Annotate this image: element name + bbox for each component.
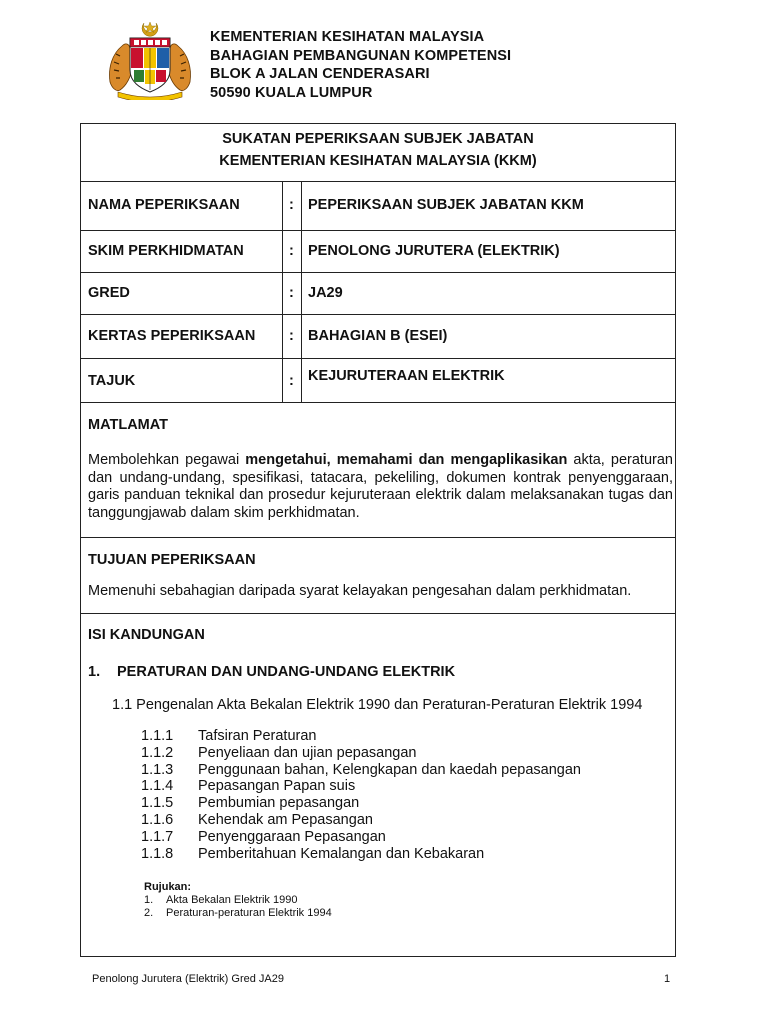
footer-page-number: 1 [664, 973, 671, 985]
info-row-gred [81, 273, 675, 315]
item-text: Penyeliaan dan ujian pepasangan [198, 744, 417, 761]
info-label: KERTAS PEPERIKSAAN [88, 328, 256, 344]
header-line-1: KEMENTERIAN KESIHATAN MALAYSIA [210, 29, 485, 45]
item-number: 1.1.3 [141, 761, 174, 778]
info-colon: : [289, 197, 294, 213]
item-text: Tafsiran Peraturan [198, 728, 317, 744]
info-label: SKIM PERKHIDMATAN [88, 243, 244, 259]
item-text: Penyenggaraan Pepasangan [198, 828, 386, 845]
info-colon: : [289, 328, 294, 344]
tujuan-heading: TUJUAN PEPERIKSAAN [88, 552, 256, 568]
info-label: TAJUK [88, 373, 136, 389]
info-value: KEJURUTERAAN ELEKTRIK [308, 368, 505, 384]
rujukan-number: 2. [144, 907, 154, 919]
info-value: JA29 [308, 285, 343, 301]
info-colon: : [289, 243, 294, 259]
rujukan-title: Rujukan: [144, 881, 192, 893]
item-number: 1.1.4 [141, 778, 174, 795]
info-colon: : [289, 373, 294, 389]
rujukan-item [144, 907, 332, 920]
syllabus-title [81, 124, 675, 182]
matlamat-text-end: akta, peraturan dan undang-undang, spesifikasi, tatacara, pekeliling, dokumen kontrak penyenggaraan, garis panduan teknikal dan prosedur kejuruteraan elektrik dalam melaksanakan tugas dan tanggungjawab dalam skim perkhidmatan. [88, 452, 673, 521]
header-line-2: BAHAGIAN PEMBANGUNAN KOMPETENSI [210, 47, 512, 64]
rujukan-text: Akta Bekalan Elektrik 1990 [166, 894, 298, 906]
item-number: 1.1.6 [141, 811, 174, 828]
info-row-tajuk [81, 359, 675, 403]
info-row-nama [81, 182, 675, 231]
section-divider [81, 537, 675, 538]
syllabus-frame [80, 123, 676, 957]
item-text: Kehendak am Pepasangan [198, 811, 373, 828]
item-text: Pepasangan Papan suis [198, 778, 356, 795]
info-row-skim [81, 231, 675, 273]
column-divider [301, 182, 302, 403]
item-number: 1.1.1 [141, 728, 174, 744]
info-value: BAHAGIAN B (ESEI) [308, 328, 448, 344]
title-line-2: KEMENTERIAN KESIHATAN MALAYSIA (KKM) [219, 153, 537, 169]
ministry-header [210, 28, 511, 102]
rujukan-number: 1. [144, 894, 154, 906]
matlamat-text [88, 452, 673, 522]
subsection-title: 1.1 Pengenalan Akta Bekalan Elektrik 1990 dan Peraturan-Peraturan Elektrik 1994 [112, 697, 643, 713]
info-label: GRED [88, 285, 130, 301]
item-number: 1.1.5 [141, 795, 174, 812]
footer-document-title: Penolong Jurutera (Elektrik) Gred JA29 [92, 973, 284, 985]
info-row-kertas [81, 315, 675, 359]
info-value: PEPERIKSAAN SUBJEK JABATAN KKM [308, 197, 584, 213]
item-number: 1.1.7 [141, 828, 174, 845]
matlamat-text-bold: mengetahui, memahami dan mengaplikasikan [245, 452, 568, 468]
header-line-4: 50590 KUALA LUMPUR [210, 84, 373, 101]
item-text: Penggunaan bahan, Kelengkapan dan kaedah pepasangan [198, 761, 581, 778]
rujukan-item [144, 894, 298, 907]
item-text: Pembumian pepasangan [198, 795, 360, 812]
info-label: NAMA PEPERIKSAAN [88, 197, 240, 213]
section-divider [81, 613, 675, 614]
matlamat-text-start: Membolehkan pegawai [88, 452, 246, 468]
item-text: Pemberitahuan Kemalangan dan Kebakaran [198, 845, 485, 862]
matlamat-heading: MATLAMAT [88, 417, 168, 433]
rujukan-text: Peraturan-peraturan Elektrik 1994 [166, 907, 332, 919]
item-number: 1.1.8 [141, 845, 174, 862]
info-value: PENOLONG JURUTERA (ELEKTRIK) [308, 243, 560, 259]
header-line-3: BLOK A JALAN CENDERASARI [210, 66, 430, 82]
coat-of-arms-icon [104, 20, 196, 100]
section-title: PERATURAN DAN UNDANG-UNDANG ELEKTRIK [117, 664, 456, 680]
tujuan-text: Memenuhi sebahagian daripada syarat kelayakan pengesahan dalam perkhidmatan. [88, 583, 632, 599]
rujukan-block [144, 881, 332, 920]
info-colon: : [289, 285, 294, 301]
isi-kandungan-heading: ISI KANDUNGAN [88, 627, 205, 643]
column-divider [282, 182, 283, 403]
section-number: 1. [88, 664, 101, 680]
title-line-1: SUKATAN PEPERIKSAAN SUBJEK JABATAN [222, 131, 534, 147]
item-number: 1.1.2 [141, 744, 174, 761]
